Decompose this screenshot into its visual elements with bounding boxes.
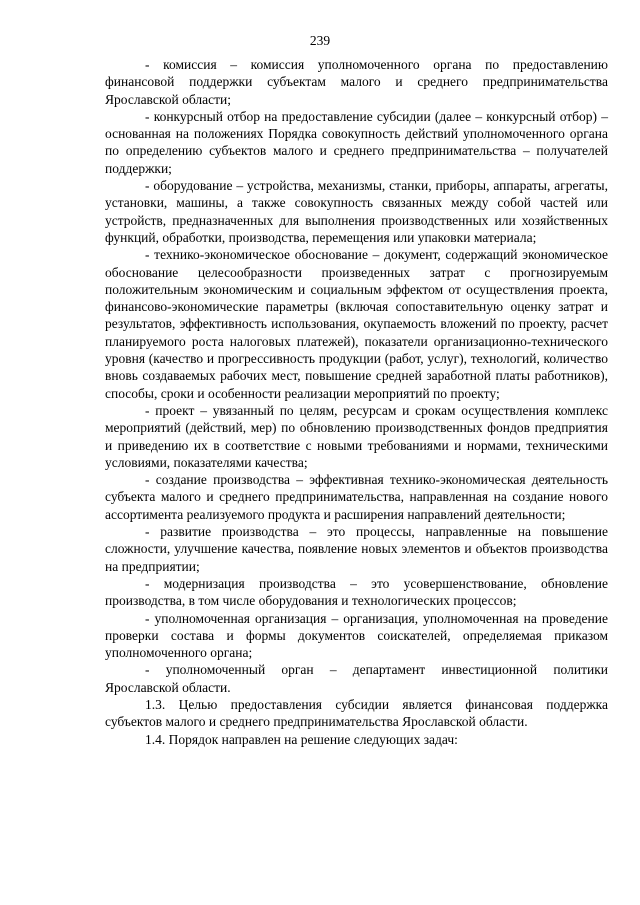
definition-project: - проект – увязанный по целям, ресурсам и срокам осуществления комплекс мероприятий (действий, мер) по обновлению производственных фондов предприятия и приведению их в соответствие с новыми требованиями и нормами, техническими условиями, показателями качества;	[105, 402, 608, 470]
page-number: 239	[309, 33, 331, 48]
document-body	[105, 56, 608, 748]
definition-feasibility-study: - технико-экономическое обоснование – документ, содержащий экономическое обоснование целесообразности произведенных затрат с прогнозируемым положительным экономическим и социальным эффектом от осуществления проекта, финансово-экономические параметры (включая сопоставительную оценку затрат и результатов, эффективность использования, окупаемость вложений по проекту, расчет планируемого роста налоговых платежей), показатели организационно-технического уровня (качество и прогрессивность продукции (работ, услуг), технологий, количество вновь создаваемых рабочих мест, повышение средней заработной платы работников), способы, сроки и особенности реализации мероприятий по проекту;	[105, 247, 608, 401]
definition-production-creation: - создание производства – эффективная технико-экономическая деятельность субъекта малого и среднего предпринимательства, направленная на создание нового ассортимента реализуемого продукта и расширения направлений деятельности;	[105, 472, 608, 522]
definition-commission: - комиссия – комиссия уполномоченного органа по предоставлению финансовой поддержки субъектам малого и среднего предпринимательства Ярославской области;	[105, 57, 608, 107]
clause-1-3: 1.3. Целью предоставления субсидии является финансовая поддержка субъектов малого и среднего предпринимательства Ярославской области.	[105, 696, 608, 730]
definition-production-modernization: - модернизация производства – это усовершенствование, обновление производства, в том числе оборудования и технологических процессов;	[105, 575, 608, 609]
definition-authorized-body: - уполномоченный орган – департамент инвестиционной политики Ярославской области.	[105, 662, 608, 695]
definition-competitive-selection: - конкурсный отбор на предоставление субсидии (далее – конкурсный отбор) – основанная на положениях Порядка совокупность действий уполномоченного органа по определению субъектов малого и среднего предпринимательства – получателей поддержки;	[105, 108, 608, 176]
clause-1-4: 1.4. Порядок направлен на решение следующих задач:	[145, 731, 458, 747]
definition-equipment: - оборудование – устройства, механизмы, станки, приборы, аппараты, агрегаты, установки, машины, а также совокупность связанных между собой частей или устройств, предназначенных для выполнения производственных или хозяйственных функций, обработки, производства, перемещения или упаковки материала;	[105, 178, 608, 245]
definition-authorized-organization: - уполномоченная организация – организация, уполномоченная на проведение проверки состава и формы документов соискателей, определяемая приказом уполномоченного органа;	[105, 610, 608, 661]
definition-production-development: - развитие производства – это процессы, направленные на повышение сложности, улучшение качества, появление новых элементов и объектов производства на предприятии;	[105, 524, 608, 574]
